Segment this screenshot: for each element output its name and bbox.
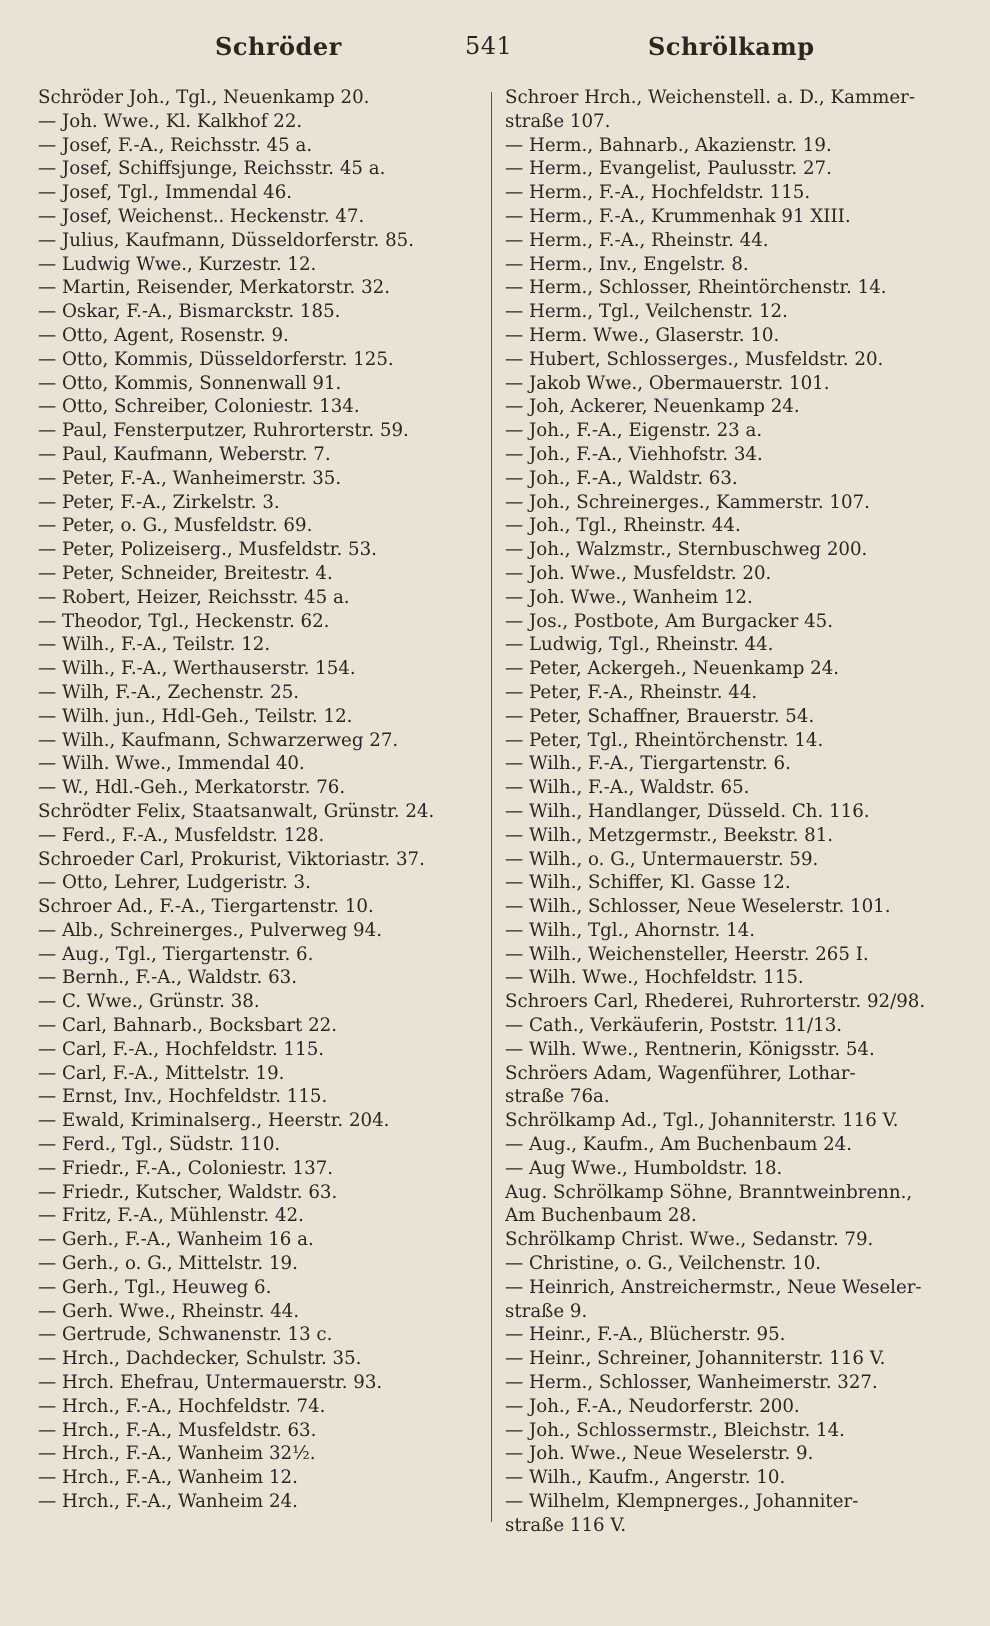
directory-entry-line: — Peter, Schneider, Breitestr. 4. xyxy=(38,562,333,584)
directory-entry-line: — Jos., Postbote, Am Burgacker 45. xyxy=(505,610,833,632)
directory-entry-line: — Hrch., Dachdecker, Schulstr. 35. xyxy=(38,1348,362,1370)
directory-entry-line: — Peter, Polizeiserg., Musfeldstr. 53. xyxy=(38,539,377,561)
directory-entry-line: — Josef, Weichenst.. Heckenstr. 47. xyxy=(38,205,365,227)
directory-entry-line: — Wilh., F.-A., Waldstr. 65. xyxy=(505,777,750,799)
directory-entry-line: — Robert, Heizer, Reichsstr. 45 a. xyxy=(38,586,350,608)
directory-entry-line: — Joh., Schlossermstr., Bleichstr. 14. xyxy=(505,1419,845,1441)
page-header xyxy=(0,32,990,72)
directory-entry-line: — Joh., Schreinerges., Kammerstr. 107. xyxy=(505,491,870,513)
directory-entry-line: — Peter, F.-A., Zirkelstr. 3. xyxy=(38,491,280,513)
directory-entry-line: — Joh. Wwe., Wanheim 12. xyxy=(505,586,753,608)
directory-entry-line: — Wilh., Tgl., Ahornstr. 14. xyxy=(505,919,755,941)
column-divider xyxy=(491,92,492,1522)
directory-entry-line: — Joh. Wwe., Neue Weselerstr. 9. xyxy=(505,1443,814,1465)
directory-entry-line: — Ludwig, Tgl., Rheinstr. 44. xyxy=(505,634,774,656)
directory-entry-line: — Heinr., F.-A., Blücherstr. 95. xyxy=(505,1324,786,1346)
directory-entry-line: straße 9. xyxy=(505,1300,588,1322)
directory-entry-line: Schrölkamp Christ. Wwe., Sedanstr. 79. xyxy=(505,1229,874,1251)
header-right-title: Schrölkamp xyxy=(648,32,815,61)
directory-entry-line: — Wilh., Metzgermstr., Beekstr. 81. xyxy=(505,824,834,846)
directory-entry-line: — Hrch., F.-A., Hochfeldstr. 74. xyxy=(38,1395,326,1417)
directory-entry-line: — Herm., F.-A., Rheinstr. 44. xyxy=(505,229,769,251)
directory-entry-line: — Jakob Wwe., Obermauerstr. 101. xyxy=(505,372,830,394)
directory-entry-line: — Hrch., F.-A., Wanheim 12. xyxy=(38,1467,298,1489)
directory-entry-line: — Alb., Schreinerges., Pulverweg 94. xyxy=(38,919,382,941)
directory-entry-line: Schrölkamp Ad., Tgl., Johanniterstr. 116 V. xyxy=(505,1110,899,1132)
directory-entry-line: — Peter, F.-A., Rheinstr. 44. xyxy=(505,681,758,703)
directory-entry-line: — Herm., Bahnarb., Akazienstr. 19. xyxy=(505,134,832,156)
directory-entry-line: — Heinr., Schreiner, Johanniterstr. 116 V. xyxy=(505,1348,886,1370)
directory-entry-line: — Hrch., F.-A., Wanheim 32½. xyxy=(38,1443,316,1465)
directory-entry-line: — Wilh., Kaufm., Angerstr. 10. xyxy=(505,1467,786,1489)
directory-entry-line: — Peter, Ackergeh., Neuenkamp 24. xyxy=(505,658,840,680)
directory-entry-line: — Wilh. Wwe., Rentnerin, Königsstr. 54. xyxy=(505,1038,875,1060)
directory-entry-line: — Gertrude, Schwanenstr. 13 c. xyxy=(38,1324,333,1346)
directory-entry-line: Schroer Hrch., Weichenstell. a. D., Kammer- xyxy=(505,87,916,108)
directory-entry-line: — Herm., Evangelist, Paulusstr. 27. xyxy=(505,158,832,180)
directory-entry-line: — Ludwig Wwe., Kurzestr. 12. xyxy=(38,253,317,275)
directory-entry-line: — Wilh. jun., Hdl-Geh., Teilstr. 12. xyxy=(38,705,353,727)
directory-entry-line: — Bernh., F.-A., Waldstr. 63. xyxy=(38,967,297,989)
directory-entry-line: — Joh., Tgl., Rheinstr. 44. xyxy=(505,515,741,537)
directory-entry-line: — Peter, F.-A., Wanheimerstr. 35. xyxy=(38,467,342,489)
directory-entry-line: — Christine, o. G., Veilchenstr. 10. xyxy=(505,1253,822,1275)
directory-entry-line: — Carl, F.-A., Mittelstr. 19. xyxy=(38,1062,285,1084)
directory-entry-line: — Gerh., o. G., Mittelstr. 19. xyxy=(38,1253,298,1275)
directory-entry-line: — Hrch., F.-A., Musfeldstr. 63. xyxy=(38,1419,317,1441)
directory-entry-line: — Josef, Schiffsjunge, Reichsstr. 45 a. xyxy=(38,158,386,180)
directory-entry-line: — Heinrich, Anstreichermstr., Neue Weseler- xyxy=(505,1276,922,1298)
directory-entry-line: — Josef, F.-A., Reichsstr. 45 a. xyxy=(38,134,313,156)
directory-entry-line: — C. Wwe., Grünstr. 38. xyxy=(38,991,260,1013)
directory-entry-line: — Gerh., Tgl., Heuweg 6. xyxy=(38,1276,272,1298)
directory-entry-line: — Gerh. Wwe., Rheinstr. 44. xyxy=(38,1300,300,1322)
directory-entry-line: — Wilh., Handlanger, Düsseld. Ch. 116. xyxy=(505,800,870,822)
directory-entry-line: — Aug., Kaufm., Am Buchenbaum 24. xyxy=(505,1134,853,1156)
directory-entry-line: — W., Hdl.-Geh., Merkatorstr. 76. xyxy=(38,777,346,799)
directory-entry-line: Schroers Carl, Rhederei, Ruhrorterstr. 92/98. xyxy=(505,991,926,1013)
directory-entry-line: — Wilh. Wwe., Immendal 40. xyxy=(38,753,305,775)
directory-entry-line: Aug. Schrölkamp Söhne, Branntweinbrenn., xyxy=(505,1181,913,1203)
directory-entry-line: — Theodor, Tgl., Heckenstr. 62. xyxy=(38,610,330,632)
directory-entry-line: — Peter, o. G., Musfeldstr. 69. xyxy=(38,515,313,537)
right-column xyxy=(505,86,945,1538)
directory-entry-line: — Herm., Schlosser, Wanheimerstr. 327. xyxy=(505,1372,878,1394)
directory-entry-line: — Wilh., Schiffer, Kl. Gasse 12. xyxy=(505,872,791,894)
directory-entry-line: — Peter, Tgl., Rheintörchenstr. 14. xyxy=(505,729,824,751)
directory-entry-line: straße 116 V. xyxy=(505,1514,627,1536)
directory-entry-line: — Herm., F.-A., Krummenhak 91 XIII. xyxy=(505,205,851,227)
directory-entry-line: Schroer Ad., F.-A., Tiergartenstr. 10. xyxy=(38,896,374,918)
directory-entry-line: — Otto, Agent, Rosenstr. 9. xyxy=(38,324,289,346)
directory-entry-line: — Wilhelm, Klempnerges., Johanniter- xyxy=(505,1491,859,1513)
directory-entry-line: — Wilh., Kaufmann, Schwarzerweg 27. xyxy=(38,729,399,751)
directory-entry-line: — Wilh., F.-A., Teilstr. 12. xyxy=(38,634,271,656)
directory-entry-line: — Wilh., F.-A., Werthauserstr. 154. xyxy=(38,658,356,680)
directory-entry-line: — Joh., F.-A., Eigenstr. 23 a. xyxy=(505,420,763,442)
directory-entry-line: — Herm., Inv., Engelstr. 8. xyxy=(505,253,749,275)
directory-entry-line: straße 76a. xyxy=(505,1086,610,1108)
directory-entry-line: — Ernst, Inv., Hochfeldstr. 115. xyxy=(38,1086,328,1108)
directory-entry-line: — Joh., F.-A., Neudorferstr. 200. xyxy=(505,1395,800,1417)
directory-entry-line: — Aug Wwe., Humboldstr. 18. xyxy=(505,1157,783,1179)
directory-entry-line: — Fritz, F.-A., Mühlenstr. 42. xyxy=(38,1205,304,1227)
directory-entry-line: — Otto, Kommis, Sonnenwall 91. xyxy=(38,372,342,394)
directory-entry-line: — Ewald, Kriminalserg., Heerstr. 204. xyxy=(38,1110,390,1132)
directory-entry-line: — Martin, Reisender, Merkatorstr. 32. xyxy=(38,277,390,299)
directory-entry-line: — Otto, Lehrer, Ludgeristr. 3. xyxy=(38,872,311,894)
directory-entry-line: — Wilh, F.-A., Zechenstr. 25. xyxy=(38,681,300,703)
directory-entry-line: — Herm., F.-A., Hochfeldstr. 115. xyxy=(505,182,811,204)
directory-entry-line: — Carl, Bahnarb., Bocksbart 22. xyxy=(38,1015,338,1037)
directory-entry-line: — Joh., F.-A., Waldstr. 63. xyxy=(505,467,738,489)
directory-entry-line: — Herm. Wwe., Glaserstr. 10. xyxy=(505,324,780,346)
directory-entry-line: — Herm., Tgl., Veilchenstr. 12. xyxy=(505,301,788,323)
directory-entry-line: Am Buchenbaum 28. xyxy=(505,1205,697,1227)
directory-entry-line: — Joh., F.-A., Viehhofstr. 34. xyxy=(505,443,763,465)
directory-entry-line: — Wilh., F.-A., Tiergartenstr. 6. xyxy=(505,753,791,775)
directory-entry-line: — Ferd., Tgl., Südstr. 110. xyxy=(38,1134,281,1156)
directory-entry-line: — Wilh., Schlosser, Neue Weselerstr. 101. xyxy=(505,896,891,918)
directory-entry-line: — Herm., Schlosser, Rheintörchenstr. 14. xyxy=(505,277,887,299)
header-left-title: Schröder xyxy=(215,32,342,61)
directory-entry-line: — Joh. Wwe., Kl. Kalkhof 22. xyxy=(38,110,303,132)
directory-entry-line: — Joh, Ackerer, Neuenkamp 24. xyxy=(505,396,800,418)
directory-entry-line: — Julius, Kaufmann, Düsseldorferstr. 85. xyxy=(38,229,415,251)
directory-entry-line: — Josef, Tgl., Immendal 46. xyxy=(38,182,293,204)
directory-entry-line: — Joh., Walzmstr., Sternbuschweg 200. xyxy=(505,539,868,561)
directory-entry-line: — Hrch. Ehefrau, Untermauerstr. 93. xyxy=(38,1372,383,1394)
directory-entry-line: — Paul, Fensterputzer, Ruhrorterstr. 59. xyxy=(38,420,409,442)
directory-entry-line: Schrödter Felix, Staatsanwalt, Grünstr. 24. xyxy=(38,800,435,822)
directory-entry-line: — Wilh., o. G., Untermauerstr. 59. xyxy=(505,848,819,870)
directory-entry-line: straße 107. xyxy=(505,110,611,132)
directory-entry-line: — Hrch., F.-A., Wanheim 24. xyxy=(38,1491,298,1513)
directory-entry-line: — Cath., Verkäuferin, Poststr. 11/13. xyxy=(505,1015,843,1037)
page-number: 541 xyxy=(465,32,513,60)
directory-entry-line: — Gerh., F.-A., Wanheim 16 a. xyxy=(38,1229,314,1251)
directory-entry-line: — Wilh., Weichensteller, Heerstr. 265 I. xyxy=(505,943,869,965)
directory-entry-line: — Otto, Kommis, Düsseldorferstr. 125. xyxy=(38,348,394,370)
directory-entry-line: Schröers Adam, Wagenführer, Lothar- xyxy=(505,1062,856,1084)
directory-entry-line: — Friedr., Kutscher, Waldstr. 63. xyxy=(38,1181,338,1203)
left-column xyxy=(38,86,483,1514)
directory-entry-line: — Oskar, F.-A., Bismarckstr. 185. xyxy=(38,301,341,323)
directory-entry-line: — Friedr., F.-A., Coloniestr. 137. xyxy=(38,1157,334,1179)
directory-entry-line: — Paul, Kaufmann, Weberstr. 7. xyxy=(38,443,331,465)
directory-entry-line: Schröder Joh., Tgl., Neuenkamp 20. xyxy=(38,87,370,108)
directory-entry-line: Schroeder Carl, Prokurist, Viktoriastr. 37. xyxy=(38,848,425,870)
directory-entry-line: — Joh. Wwe., Musfeldstr. 20. xyxy=(505,562,772,584)
directory-entry-line: — Otto, Schreiber, Coloniestr. 134. xyxy=(38,396,360,418)
directory-entry-line: — Carl, F.-A., Hochfeldstr. 115. xyxy=(38,1038,325,1060)
directory-entry-line: — Ferd., F.-A., Musfeldstr. 128. xyxy=(38,824,325,846)
directory-entry-line: — Wilh. Wwe., Hochfeldstr. 115. xyxy=(505,967,804,989)
directory-entry-line: — Hubert, Schlosserges., Musfeldstr. 20. xyxy=(505,348,884,370)
directory-entry-line: — Aug., Tgl., Tiergartenstr. 6. xyxy=(38,943,314,965)
directory-entry-line: — Peter, Schaffner, Brauerstr. 54. xyxy=(505,705,815,727)
